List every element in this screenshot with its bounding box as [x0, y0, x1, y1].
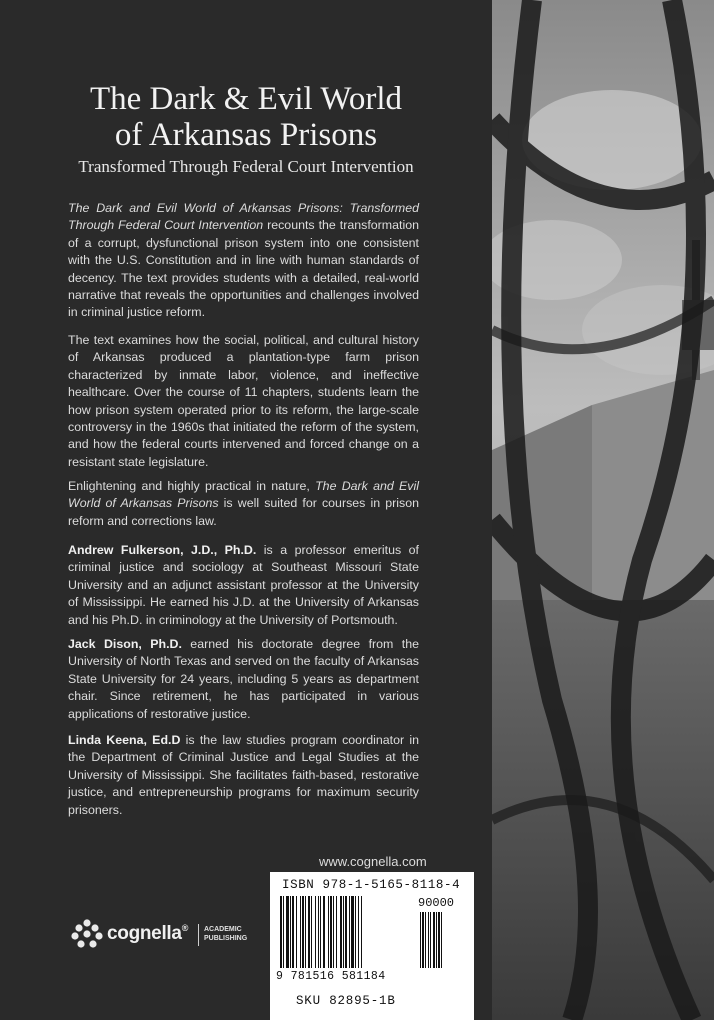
description-paragraph-2 [68, 332, 419, 471]
barcode-box [270, 872, 474, 1020]
book-title-line1: The Dark & Evil World [89, 81, 402, 117]
author-name: Linda Keena, Ed.D [68, 733, 181, 747]
publisher-tagline: ACADEMIC PUBLISHING [204, 926, 248, 942]
price-addon: 90000 [418, 896, 455, 910]
author-bio-text: is a professor emeritus of criminal justice and sociology at Southeast Missouri State University and an adjunct assistant professor at the University of Mississippi. He earned his J.D. at the University of Arkansas and his Ph.D. in criminology at the University of Portsmouth. [68, 543, 419, 627]
description-text: The text examines how the social, political, and cultural history of Arkansas produced a plantation-type farm prison characterized by inmate labor, violence, and ineffective healthcare. Over the course of 11 chapters, students learn the how prison system operated prior to its reform, the large-scale controversy in the 1960s that initiated the reform of the system, and how the federal courts intervened and forced change on a resistant state legislature. [68, 333, 419, 469]
ean-number: 9 781516 581184 [276, 970, 386, 983]
description-text: recounts the transformation of a corrupt, dysfunctional prison system into one consistent with the U.S. Constitution and in line with human standards of decency. The text provides students with a detailed, real-world narrative that reveals the opportunities and challenges involved in criminal justice reform. [68, 218, 419, 320]
description-text: Enlightening and highly practical in nature, [68, 479, 316, 493]
book-title-italic: The Dark and Evil World of Arkansas Prisons [68, 479, 420, 511]
publisher-name: cognella® [107, 923, 189, 944]
author-name: Andrew Fulkerson, J.D., Ph.D. [68, 543, 257, 557]
book-subtitle: Transformed Through Federal Court Intervention [78, 157, 414, 176]
book-title-line2: of Arkansas Prisons [114, 117, 378, 153]
author-bio-dison [68, 636, 419, 723]
author-bio-text: earned his doctorate degree from the University of North Texas and served on the faculty of Arkansas State University for 24 years, including 5 years as department chair. Since retirement, he has participated in various applications of restorative justice. [68, 637, 419, 721]
book-title-italic: The Dark and Evil World of Arkansas Prisons: Transformed Through Federal Court Intervention [68, 201, 419, 233]
publisher-url[interactable]: www.cognella.com [319, 854, 427, 869]
prison-wall-photo [492, 0, 714, 1020]
photo-illustration [492, 0, 714, 1020]
author-bio-fulkerson [68, 542, 419, 629]
cognella-logo-icon [70, 918, 104, 950]
author-bio-text: is the law studies program coordinator in the Department of Criminal Justice and Legal Studies at the University of Mississippi. She facilitates faith-based, restorative justice, and entrepreneurship programs for maximum security prisoners. [68, 733, 419, 817]
description-paragraph-1 [68, 200, 419, 322]
logo-divider [198, 924, 199, 946]
cognella-logo [70, 918, 260, 950]
author-name: Jack Dison, Ph.D. [68, 637, 182, 651]
isbn-number: ISBN 978-1-5165-8118-4 [282, 878, 461, 892]
sku-number: SKU 82895-1B [296, 994, 396, 1008]
description-paragraph-3 [68, 478, 419, 530]
author-bio-keena [68, 732, 419, 819]
description-text: is well suited for courses in prison reform and corrections law. [68, 496, 419, 528]
